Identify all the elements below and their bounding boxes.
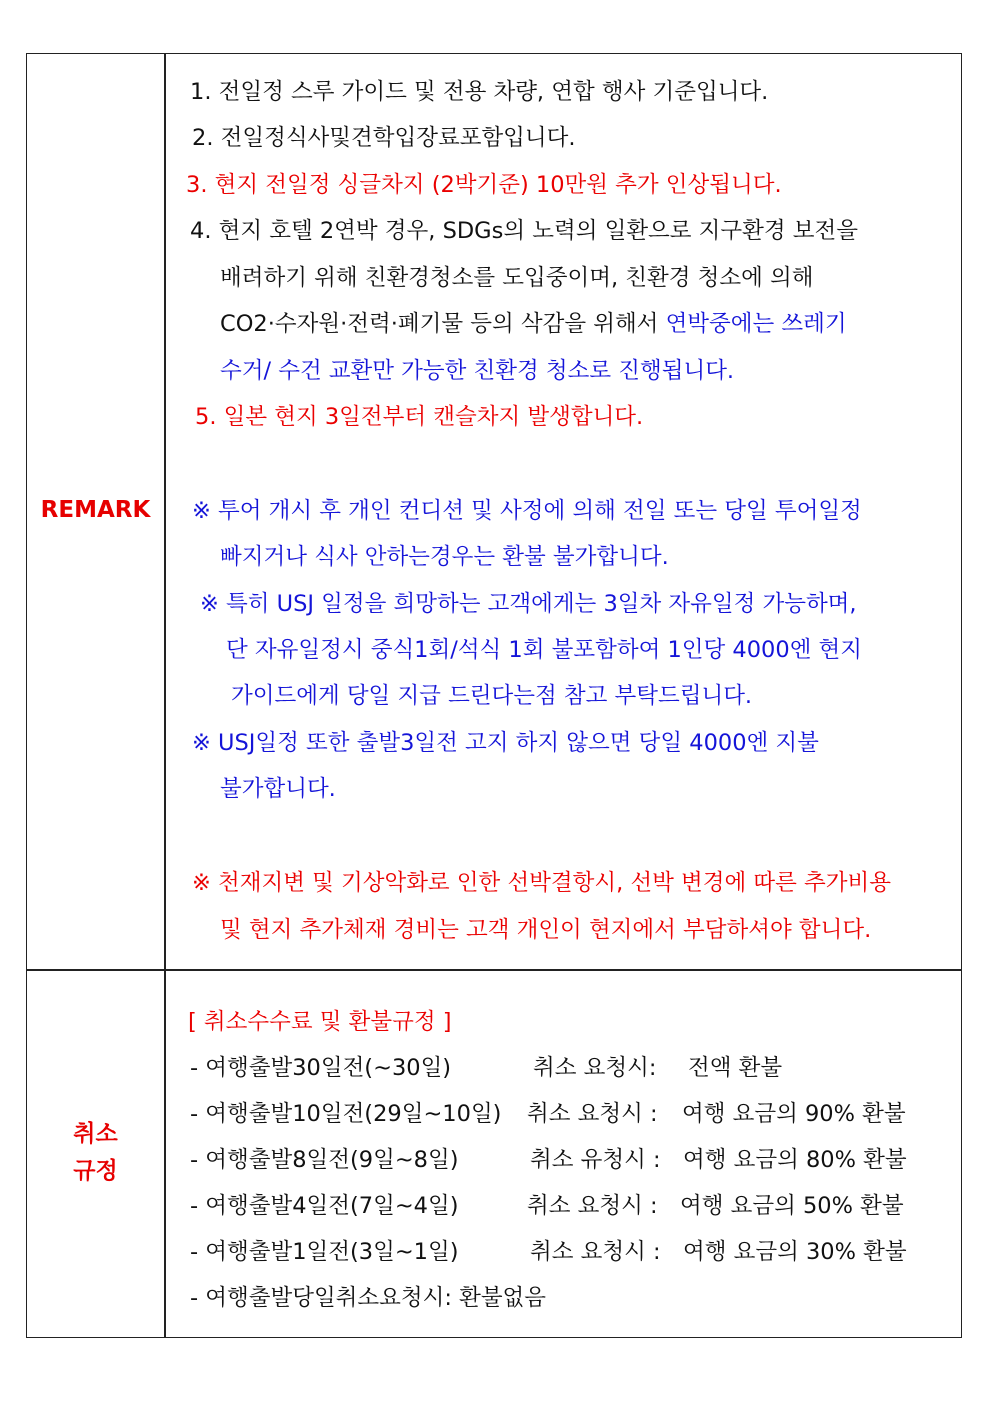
cancel-rule-3-refund: 여행 요금의 80% 환불: [683, 1147, 907, 1173]
remark-line-6: [220, 309, 847, 339]
remark-line-17: 및 현지 추가체재 경비는 고객 개인이 현지에서 부담하셔야 합니다.: [220, 917, 872, 943]
info-table: [26, 53, 962, 1338]
cancel-rule-3-request: 취소 유청시 :: [530, 1147, 661, 1173]
remark-line-1: 1. 전일정 스루 가이드 및 전용 차량, 연합 행사 기준입니다.: [190, 79, 769, 105]
remark-line-9: ※ 투어 개시 후 개인 컨디션 및 사정에 의해 전일 또는 당일 투어일정: [192, 498, 862, 524]
cancel-rule-2-refund: 여행 요금의 90% 환불: [682, 1101, 906, 1127]
row-divider: [27, 969, 961, 971]
cancel-rule-1-request: 취소 요청시:: [533, 1055, 657, 1081]
cancel-rule-1-period: - 여행출발30일전(~30일): [190, 1055, 452, 1081]
remark-line-4: 4. 현지 호텔 2연박 경우, SDGs의 노력의 일환으로 지구환경 보전을: [190, 218, 858, 244]
remark-line-7: 수거/ 수건 교환만 가능한 친환경 청소로 진행됩니다.: [220, 358, 735, 384]
remark-line-16: ※ 천재지변 및 기상악화로 인한 선박결항시, 선박 변경에 따른 추가비용: [192, 870, 891, 896]
remark-line-12: 단 자유일정시 중식1회/석식 1회 불포함하여 1인당 4000엔 현지: [226, 637, 863, 663]
remark-line-2: 2. 전일정식사및견학입장료포함입니다.: [192, 125, 576, 151]
column-divider: [164, 54, 166, 1337]
cancel-rule-3-period: - 여행출발8일전(9일~8일): [190, 1147, 459, 1173]
remark-line-11: ※ 특히 USJ 일정을 희망하는 고객에게는 3일차 자유일정 가능하며,: [200, 591, 857, 617]
cancel-rule-5-refund: 여행 요금의 30% 환불: [683, 1239, 907, 1265]
remark-line-10: 빠지거나 식사 안하는경우는 환불 불가합니다.: [220, 544, 669, 570]
cancel-rule-5-request: 취소 요청시 :: [530, 1239, 661, 1265]
cancel-rule-4-request: 취소 요청시 :: [527, 1193, 658, 1219]
cancel-rule-1-refund: 전액 환불: [688, 1055, 783, 1081]
remark-line-6-black: CO2·수자원·전력·폐기물 등의 삭감을 위해서: [220, 311, 666, 337]
cancel-label-line-2: 규정: [73, 1158, 118, 1184]
cancel-label-line-1: 취소: [73, 1121, 118, 1147]
cancel-rule-6: - 여행출발당일취소요청시: 환불없음: [190, 1285, 547, 1311]
remark-line-5: 배려하기 위해 친환경청소를 도입중이며, 친환경 청소에 의해: [220, 265, 814, 291]
cancel-label: [27, 1116, 164, 1190]
cancel-heading: [ 취소수수료 및 환불규정 ]: [188, 1009, 452, 1035]
cancel-rule-4-period: - 여행출발4일전(7일~4일): [190, 1193, 459, 1219]
remark-label: REMARK: [40, 497, 151, 523]
remark-line-8: 5. 일본 현지 3일전부터 캔슬차지 발생합니다.: [195, 404, 644, 430]
cancel-rule-2-request: 취소 요청시 :: [527, 1101, 658, 1127]
cancel-rule-5-period: - 여행출발1일전(3일~1일): [190, 1239, 459, 1265]
remark-line-3: 3. 현지 전일정 싱글차지 (2박기준) 10만원 추가 인상됩니다.: [186, 172, 782, 198]
remark-line-14: ※ USJ일정 또한 출발3일전 고지 하지 않으면 당일 4000엔 지불: [192, 730, 819, 756]
cancel-rule-1: [190, 1053, 451, 1083]
remark-line-6-blue: 연박중에는 쓰레기: [665, 311, 847, 337]
cancel-rule-4-refund: 여행 요금의 50% 환불: [680, 1193, 904, 1219]
remark-line-13: 가이드에게 당일 지급 드린다는점 참고 부탁드립니다.: [231, 683, 753, 709]
cancel-rule-2-period: - 여행출발10일전(29일~10일): [190, 1101, 502, 1127]
remark-line-15: 불가합니다.: [220, 776, 336, 802]
